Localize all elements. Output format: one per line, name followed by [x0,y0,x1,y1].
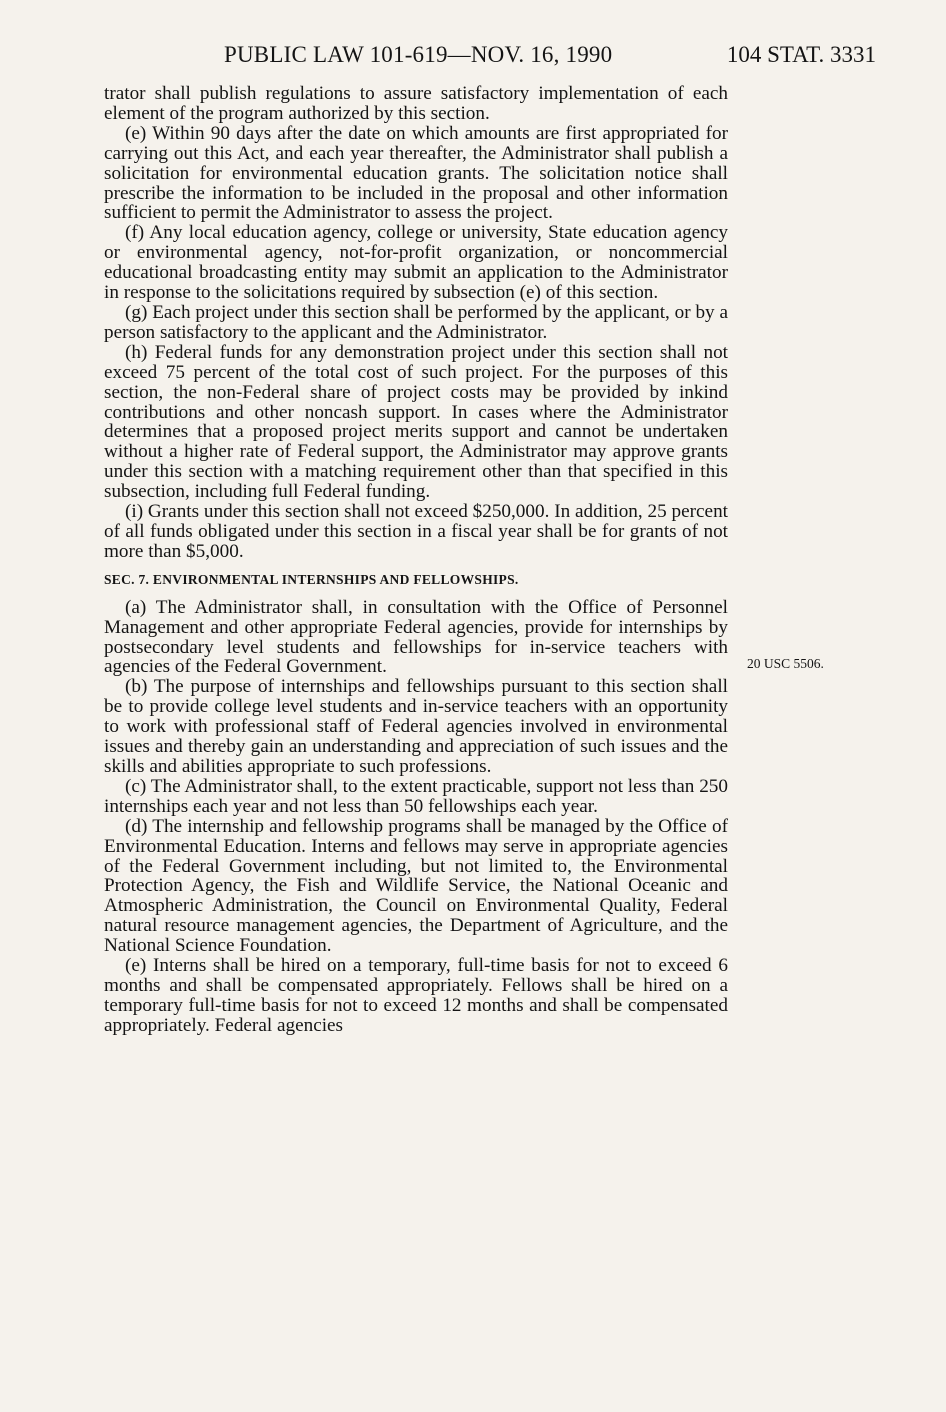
paragraph-f: (f) Any local education agency, college or university, State education agency or environmental agency, not-for-profit organization, or noncommercial educational broadcasting entity may submit an application to the Administrator in response to the solicitations required by subsection (e) of this section. [104,222,728,304]
stat-citation: 104 STAT. 3331 [726,42,876,67]
paragraph-sec7-b: (b) The purpose of internships and fellowships pursuant to this section shall be to provide college level students and in-service teachers with an opportunity to work with professional staff of Federal agencies involved in environmental issues and thereby gain an understanding and appreciation of such issues and the skills and abilities appropriate to such professions. [104,676,728,777]
paragraph-sec7-e: (e) Interns shall be hired on a temporary, full-time basis for not to exceed 6 months and shall be compensated appropriately. Fellows shall be hired on a temporary full-time basis for not to exceed 12 months and shall be compensated appropriately. Federal agencies [104,955,728,1036]
section-heading: SEC. 7. ENVIRONMENTAL INTERNSHIPS AND FELLOWSHIPS. [104,571,519,587]
page-header [0,42,946,72]
paragraph-h: (h) Federal funds for any demonstration project under this section shall not exceed 75 percent of the total cost of such project. For the purposes of this section, the non-Federal share of project costs may be provided by inkind contributions and other noncash support. In cases where the Administrator determines that a proposed project merits support and cannot be undertaken without a higher rate of Federal support, the Administrator may approve grants under this section with a matching requirement other than that specified in this subsection, including full Federal funding. [104,341,728,503]
paragraph-g: (g) Each project under this section shall be performed by the applicant, or by a person satisfactory to the applicant and the Administrator. [104,301,728,343]
paragraph-continued: trator shall publish regulations to assure satisfactory implementation of each element of the program authorized by this section. [104,83,728,124]
page-title: PUBLIC LAW 101-619—NOV. 16, 1990 [224,42,613,67]
paragraph-sec7-d: (d) The internship and fellowship programs shall be managed by the Office of Environmental Education. Interns and fellows may serve in appropriate agencies of the Federal Government including, but not limited to, the Environmental Protection Agency, the Fish and Wildlife Service, the National Oceanic and Atmospheric Administration, the Council on Environmental Quality, Federal natural resource management agencies, the Department of Agriculture, and the National Science Foundation. [104,815,728,957]
body-text [104,84,728,1036]
paragraph-sec7-a: (a) The Administrator shall, in consultation with the Office of Personnel Management and other appropriate Federal agencies, provide for internships by postsecondary level students and fellowships for in-service teachers with agencies of the Federal Government. [104,596,728,678]
paragraph-sec7-c: (c) The Administrator shall, to the extent practicable, support not less than 250 internships each year and not less than 50 fellowships each year. [104,775,728,817]
paragraph-e: (e) Within 90 days after the date on which amounts are first appropriated for carrying out this Act, and each year thereafter, the Administrator shall publish a solicitation for environmental education grants. The solicitation notice shall prescribe the information to be included in the proposal and other information sufficient to permit the Administrator to assess the project. [104,122,728,224]
paragraph-i: (i) Grants under this section shall not exceed $250,000. In addition, 25 percent of all funds obligated under this section in a fiscal year shall be for grants of not more than $5,000. [104,501,728,562]
margin-note-usc: 20 USC 5506. [747,656,824,671]
